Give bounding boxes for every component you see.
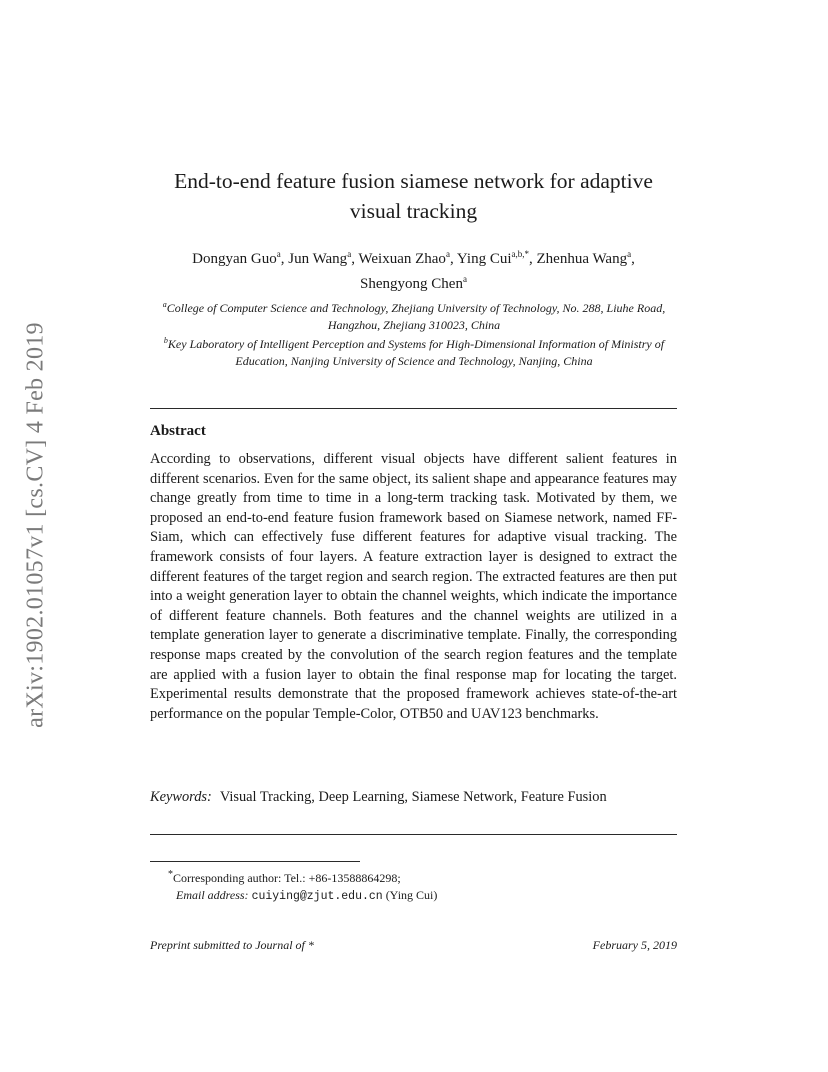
abstract-top-rule — [150, 408, 677, 409]
footnote — [168, 866, 648, 905]
preprint-journal: Preprint submitted to Journal of * — [150, 938, 314, 952]
keywords — [150, 788, 677, 808]
affiliations — [148, 297, 680, 369]
author-list: Dongyan Guo$^a$, Jun Wang$^a$, Weixuan Zhao$^a$, Ying Cui$^{a,b,*}$, Zhenhua Wang$^a$, Shengyong Chen$^a$ — [192, 249, 635, 292]
footnote-mark: * — [168, 869, 173, 880]
affiliation-b — [148, 333, 680, 369]
author-name: Shengyong Chen — [360, 276, 463, 292]
keywords-label: Keywords: — [150, 789, 212, 805]
keywords-text: Visual Tracking, Deep Learning, Siamese Network, Feature Fusion — [219, 789, 607, 805]
footnote-corresponding-text: Corresponding author: Tel.: +86-13588864298; — [173, 871, 401, 885]
author-name: Jun Wang — [288, 251, 348, 267]
footnote-rule — [150, 861, 360, 862]
affiliation-a — [148, 297, 680, 333]
affiliation-text: College of Computer Science and Technology, Zhejiang University of Technology, No. 288, Liuhe Road, Hangzhou, Zhejiang 310023, China — [166, 301, 666, 332]
email-address: cuiying@zjut.edu.cn — [251, 890, 383, 903]
abstract-heading: Abstract — [150, 423, 206, 439]
email-label: Email address: — [176, 888, 249, 902]
affiliation-text: Key Laboratory of Intelligent Perception and Systems for High-Dimensional Information of Ministry of Education, Nanjing University of Science and Technology, Nanjing, China — [167, 337, 665, 368]
author-affil-mark: a — [445, 249, 450, 259]
affiliation-mark: b — [163, 336, 168, 345]
arxiv-stamp — [16, 290, 56, 760]
author-affil-mark: a — [347, 249, 352, 259]
author-name: Dongyan Guo — [192, 251, 277, 267]
author-name: Zhenhua Wang — [536, 251, 628, 267]
author-affil-mark: a — [276, 249, 281, 259]
footnote-email-line — [168, 887, 648, 905]
arxiv-stamp-text: arXiv:1902.01057v1 [cs.CV] 4 Feb 2019 — [22, 322, 49, 728]
preprint-footer — [150, 938, 677, 953]
paper-title: End-to-end feature fusion siamese network for adaptive visual tracking — [174, 169, 653, 223]
abstract-text: According to observations, different visual objects have different salient features in different scenarios. Even for the same object, its salient shape and appearance features may change greatly from time to time in a long-term tracking task. Motivated by them, we proposed an end-to-end feature fusion framework based on Siamese network, named FF-Siam, which can effectively fuse different features for adaptive visual tracking. The framework consists of four layers. A feature extraction layer is designed to extract the different features of the target region and search region. The extracted features are then put into a weight generation layer to obtain the channel weights, which indicate the importance of different feature channels. Both features and the channel weights are utilized in a template generation layer to generate a discriminative template. Finally, the corresponding response maps created by the convolution of the search region features and the template are applied with a fusion layer to obtain the final response map for locating the target. Experimental results demonstrate that the proposed framework achieves state-of-the-art performance on the popular Temple-Color, OTB50 and UAV123 benchmarks. — [150, 451, 677, 722]
author-name: Ying Cui — [456, 251, 512, 267]
footnote-corresponding — [168, 866, 648, 887]
author-affil-mark: a,b,* — [511, 249, 529, 259]
author-name: Weixuan Zhao — [358, 251, 446, 267]
email-owner: (Ying Cui) — [385, 888, 438, 902]
abstract-bottom-rule — [150, 834, 677, 835]
author-affil-mark: a — [462, 274, 467, 284]
affiliation-mark: a — [162, 300, 167, 309]
author-affil-mark: a — [627, 249, 632, 259]
preprint-date: February 5, 2019 — [592, 938, 677, 952]
